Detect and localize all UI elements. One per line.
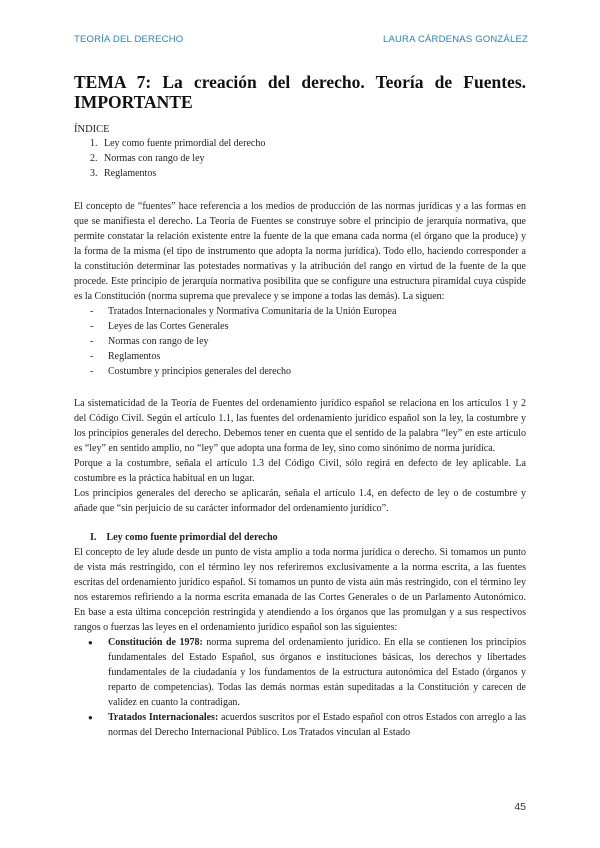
index-item: 3. Reglamentos xyxy=(100,166,526,181)
index-label: ÍNDICE xyxy=(74,124,110,135)
index-item: 2. Normas con rango de ley xyxy=(100,151,526,166)
header-author: LAURA CÁRDENAS GONZÁLEZ xyxy=(382,34,528,45)
hierarchy-item: - Leyes de las Cortes Generales xyxy=(74,319,526,334)
bullet-text: acuerdos suscritos por el Estado español con otros Estados con arreglo a las normas del Derecho Internacional Público. Los Tratados vinculan al Estado xyxy=(108,712,526,738)
page-header xyxy=(74,34,528,48)
section-number: I. xyxy=(90,532,97,543)
law-types-list xyxy=(74,635,526,740)
page-title: TEMA 7: La creación del derecho. Teoría de Fuentes. IMPORTANTE xyxy=(74,72,526,112)
hierarchy-item: - Reglamentos xyxy=(74,349,526,364)
hierarchy-item: - Tratados Internacionales y Normativa Comunitaria de la Unión Europea xyxy=(74,304,526,319)
principles-paragraph: Los principios generales del derecho se aplicarán, señala el artículo 1.4, en defecto de ley o de costumbre y añade que “sin perjuicio de su carácter informador del ordenamiento jurídico”. xyxy=(74,488,526,514)
header-course-title: TEORÍA DEL DERECHO xyxy=(74,34,184,45)
bullet-term: Constitución de 1978: xyxy=(108,637,203,648)
list-item xyxy=(74,710,526,740)
hierarchy-item: - Normas con rango de ley xyxy=(74,334,526,349)
index-list xyxy=(74,136,526,181)
bullet-text: norma suprema del ordenamiento jurídico. En ella se contienen los principios fundamentales del Estado Español, sus órganos e instituciones básicas, los derechos y libertades fundamentales de la ciudadanía y los fundamentos de la estructura autonómica del Estado (órganos y reparto de competencias). Todas las demás normas están supeditadas a la Constitución y carecen de validez en cuanto la contradigan. xyxy=(108,637,526,708)
custom-paragraph: Porque a la costumbre, señala el artículo 1.3 del Código Civil, sólo regirá en defecto de ley aplicable. La costumbre es la práctica habitual en un lugar. xyxy=(74,458,526,484)
hierarchy-list xyxy=(74,304,526,379)
page-number: 45 xyxy=(514,801,526,813)
bullet-term: Tratados Internacionales: xyxy=(108,712,219,723)
hierarchy-item: - Costumbre y principios generales del derecho xyxy=(74,364,526,379)
index-item: 1. Ley como fuente primordial del derecho xyxy=(100,136,526,151)
intro-paragraph: El concepto de “fuentes” hace referencia a los medios de producción de las normas jurídicas y a las formas en que se manifiesta el derecho. La Teoría de Fuentes se construye sobre el principio de jerarquía normativa, que permite constatar la relación existente entre la fuente de la que emana cada norma (el órgano que la produce) y la forma de la misma (el tipo de instrumento que adopta la norma jurídica). Todo ello, haciendo corresponder a la constitución determinar las potestades normativas y la atribución del rango en virtud de la fuente de la que procede. Este principio de jerarquía normativa posibilita que se configure una estructura piramidal cuya cúspide es la Constitución (norma suprema que prevalece y se impone a todas las demás). La siguen: xyxy=(74,201,526,302)
section-heading xyxy=(74,530,526,545)
section-title: Ley como fuente primordial del derecho xyxy=(106,532,278,543)
list-item xyxy=(74,635,526,710)
civil-code-paragraph: La sistematicidad de la Teoría de Fuentes del ordenamiento jurídico español se relaciona en los artículos 1 y 2 del Código Civil. Según el artículo 1.1, las fuentes del ordenamiento jurídico español son la ley, la costumbre y los principios generales del derecho. Debemos tener en cuenta que el sentido de la palabra “ley” en este artículo es “ley” en sentido amplio, no “ley” que adopta una forma de ley, sino como sinónimo de norma jurídica. xyxy=(74,398,526,454)
section-paragraph: El concepto de ley alude desde un punto de vista amplio a toda norma jurídica o derecho. Si tomamos un punto de vista más restringido, con el término ley nos referiremos exclusivamente a la norma escrita, a las fuentes escritas del ordenamiento jurídico español. Si tomamos un punto de vista aún más restringido, con el término ley nos estaremos refiriendo a la norma escrita emanada de las Cortes Generales o de un Parlamento Autonómico. En base a esta última concepción restringida y atendiendo a los órganos que las promulgan y a sus respectivos rangos o fuerzas las leyes en el ordenamiento jurídico español son las siguientes: xyxy=(74,547,526,633)
page-content xyxy=(74,72,526,740)
